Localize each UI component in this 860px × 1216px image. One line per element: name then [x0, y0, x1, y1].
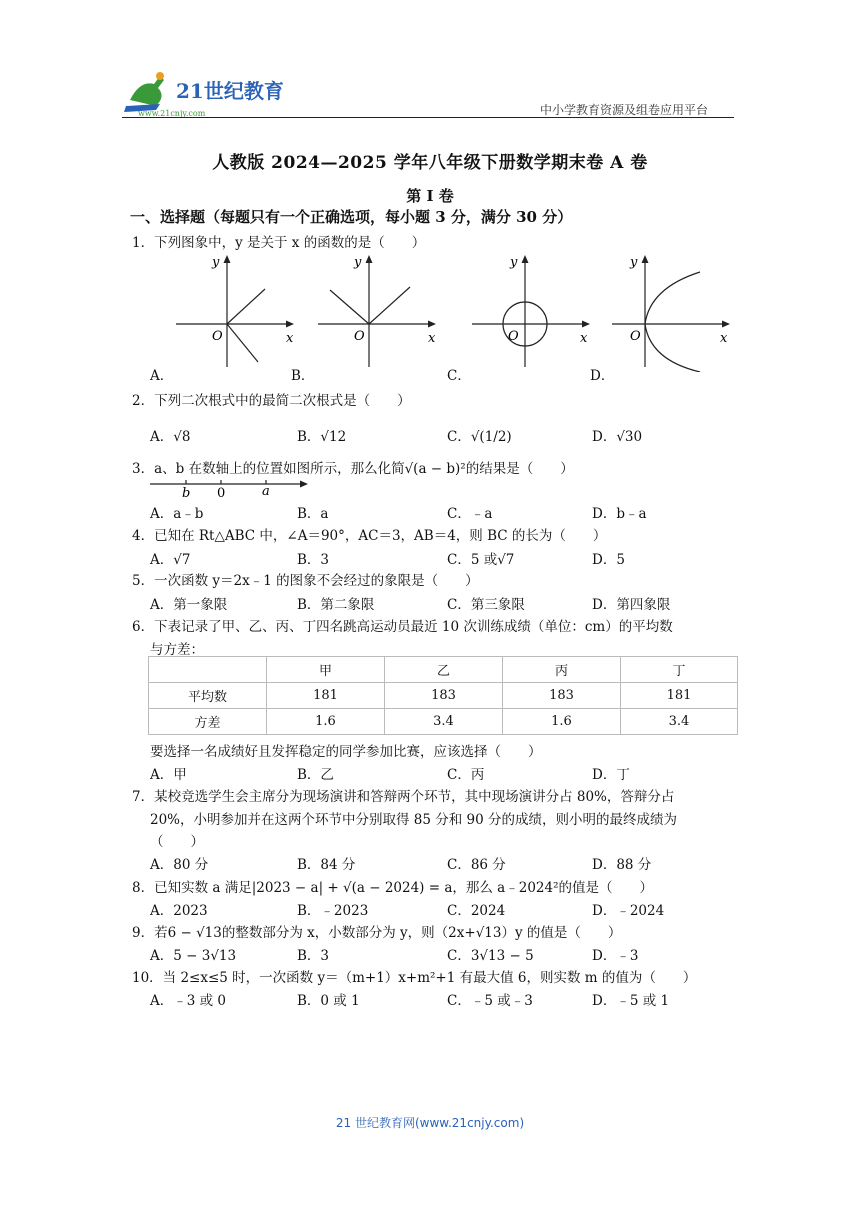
- q10-option-c[interactable]: C．﹣5 或﹣3: [447, 993, 533, 1009]
- q6-option-a[interactable]: A．甲: [150, 767, 187, 783]
- q7-option-a[interactable]: A．80 分: [150, 857, 209, 873]
- q3-option-a[interactable]: A．a﹣b: [150, 506, 204, 522]
- question-6-stem-after: 要选择一名成绩好且发挥稳定的同学参加比赛，应该选择（ ）: [150, 744, 542, 760]
- x-axis-label: x: [428, 331, 436, 346]
- q6-option-d[interactable]: D．丁: [592, 767, 630, 783]
- q4-option-c[interactable]: C．5 或√7: [447, 552, 515, 568]
- table-row: [149, 683, 738, 709]
- q8-option-c[interactable]: C．2024: [447, 903, 506, 919]
- q4-option-a[interactable]: A．√7: [150, 552, 191, 568]
- question-4-stem: 4．已知在 Rt△ABC 中，∠A＝90°，AC＝3，AB＝4，则 BC 的长为（ ）: [132, 528, 607, 544]
- section-heading: 一、选择题（每题只有一个正确选项，每小题 3 分，满分 30 分）: [130, 208, 573, 226]
- q8-option-a[interactable]: A．2023: [150, 903, 208, 919]
- q4-option-d[interactable]: D．5: [592, 552, 625, 568]
- q3-option-b[interactable]: B．a: [297, 506, 329, 522]
- q7-option-c[interactable]: C．86 分: [447, 857, 506, 873]
- exam-subtitle: 第 I 卷: [406, 187, 454, 205]
- site-logo: [120, 70, 300, 120]
- question-7-stem: 7．某校竞选学生会主席分为现场演讲和答辩两个环节，其中现场演讲分占 80%，答辩分占: [132, 789, 675, 805]
- q9-option-d[interactable]: D．﹣3: [592, 948, 639, 964]
- q8-option-d[interactable]: D．﹣2024: [592, 903, 665, 919]
- q2-option-b[interactable]: B．√12: [297, 429, 347, 445]
- question-9-stem: 9．若6 − √13的整数部分为 x，小数部分为 y，则（2x+√13）y 的值是（ ）: [132, 925, 622, 941]
- number-line: [148, 474, 313, 500]
- q8-option-b[interactable]: B．﹣2023: [297, 903, 369, 919]
- q9-option-a[interactable]: A．5 − 3√13: [150, 948, 237, 964]
- question-1-stem: 1．下列图象中，y 是关于 x 的函数的是（ ）: [132, 235, 426, 251]
- question-7-stem-line3: （ ）: [150, 834, 204, 850]
- table-cell: 1.6: [503, 709, 621, 735]
- question-7-stem-line2: 20%，小明参加并在这两个环节中分别取得 85 分和 90 分的成绩，则小明的最终成绩为: [150, 812, 678, 828]
- q5-option-b[interactable]: B．第二象限: [297, 597, 375, 613]
- table-cell: 183: [503, 683, 621, 709]
- origin-label: O: [354, 329, 365, 344]
- y-axis-label: y: [630, 255, 638, 270]
- table-cell: 甲: [267, 657, 385, 683]
- header-tagline: 中小学教育资源及组卷应用平台: [540, 103, 709, 117]
- athlete-score-table: [148, 656, 738, 735]
- table-cell: 3.4: [621, 709, 738, 735]
- q9-option-b[interactable]: B．3: [297, 948, 330, 964]
- table-cell: 方差: [149, 709, 267, 735]
- x-axis-label: x: [580, 331, 588, 346]
- table-cell: 平均数: [149, 683, 267, 709]
- q1-option-d[interactable]: D．: [590, 368, 615, 384]
- q5-option-d[interactable]: D．第四象限: [592, 597, 671, 613]
- graph-d: [610, 252, 740, 372]
- question-8-stem: 8．已知实数 a 满足|2023 − a| + √(a − 2024) = a，那么 a﹣2024²的值是（ ）: [132, 880, 653, 896]
- point-a-label: a: [262, 484, 270, 499]
- zero-label: 0: [217, 486, 226, 500]
- table-cell: 1.6: [267, 709, 385, 735]
- footer-link[interactable]: 21 世纪教育网(www.21cnjy.com): [335, 1116, 525, 1130]
- question-6-stem-line2: 与方差：: [150, 642, 204, 658]
- table-cell: [149, 657, 267, 683]
- table-cell: 丁: [621, 657, 738, 683]
- q10-option-d[interactable]: D．﹣5 或 1: [592, 993, 670, 1009]
- question-3-stem: 3．a、b 在数轴上的位置如图所示，那么化简√(a − b)²的结果是（ ）: [132, 461, 574, 477]
- q1-option-c[interactable]: C．: [447, 368, 471, 384]
- table-cell: 3.4: [385, 709, 503, 735]
- logo-url: www.21cnjy.com: [138, 109, 206, 118]
- y-axis-label: y: [510, 255, 518, 270]
- q4-option-b[interactable]: B．3: [297, 552, 330, 568]
- table-cell: 181: [621, 683, 738, 709]
- q2-option-c[interactable]: C．√(1/2): [447, 429, 512, 445]
- q1-option-a[interactable]: A．: [150, 368, 174, 384]
- origin-label: O: [630, 329, 641, 344]
- table-cell: 183: [385, 683, 503, 709]
- table-header-row: [149, 657, 738, 683]
- q3-option-c[interactable]: C．﹣a: [447, 506, 493, 522]
- graph-c: [470, 252, 600, 372]
- q6-option-b[interactable]: B．乙: [297, 767, 334, 783]
- q2-option-d[interactable]: D．√30: [592, 429, 643, 445]
- q7-option-d[interactable]: D．88 分: [592, 857, 652, 873]
- table-cell: 181: [267, 683, 385, 709]
- q9-option-c[interactable]: C．3√13 − 5: [447, 948, 534, 964]
- q10-option-a[interactable]: A．﹣3 或 0: [150, 993, 227, 1009]
- table-cell: 乙: [385, 657, 503, 683]
- graph-a: [170, 252, 300, 372]
- x-axis-label: x: [720, 331, 728, 346]
- table-row: [149, 709, 738, 735]
- graph-b: [312, 252, 442, 372]
- q2-option-a[interactable]: A．√8: [150, 429, 191, 445]
- x-axis-label: x: [286, 331, 294, 346]
- question-6-stem: 6．下表记录了甲、乙、丙、丁四名跳高运动员最近 10 次训练成绩（单位：cm）的平均数: [132, 619, 673, 635]
- logo-text: 21世纪教育: [176, 79, 284, 103]
- q5-option-a[interactable]: A．第一象限: [150, 597, 228, 613]
- y-axis-label: y: [354, 255, 362, 270]
- q10-option-b[interactable]: B．0 或 1: [297, 993, 360, 1009]
- header-divider: [122, 117, 734, 118]
- q1-option-b[interactable]: B．: [291, 368, 315, 384]
- origin-label: O: [212, 329, 223, 344]
- question-2-stem: 2．下列二次根式中的最简二次根式是（ ）: [132, 393, 411, 409]
- origin-label: O: [508, 329, 519, 344]
- q6-option-c[interactable]: C．丙: [447, 767, 485, 783]
- point-b-label: b: [182, 486, 191, 500]
- y-axis-label: y: [212, 255, 220, 270]
- q5-option-c[interactable]: C．第三象限: [447, 597, 525, 613]
- question-10-stem: 10．当 2≤x≤5 时，一次函数 y＝（m+1）x+m²+1 有最大值 6，则实数 m 的值为（ ）: [132, 970, 697, 986]
- q7-option-b[interactable]: B．84 分: [297, 857, 356, 873]
- table-cell: 丙: [503, 657, 621, 683]
- exam-title: 人教版 2024—2025 学年八年级下册数学期末卷 A 卷: [212, 153, 648, 173]
- q3-option-d[interactable]: D．b﹣a: [592, 506, 647, 522]
- question-5-stem: 5．一次函数 y＝2x﹣1 的图象不会经过的象限是（ ）: [132, 573, 479, 589]
